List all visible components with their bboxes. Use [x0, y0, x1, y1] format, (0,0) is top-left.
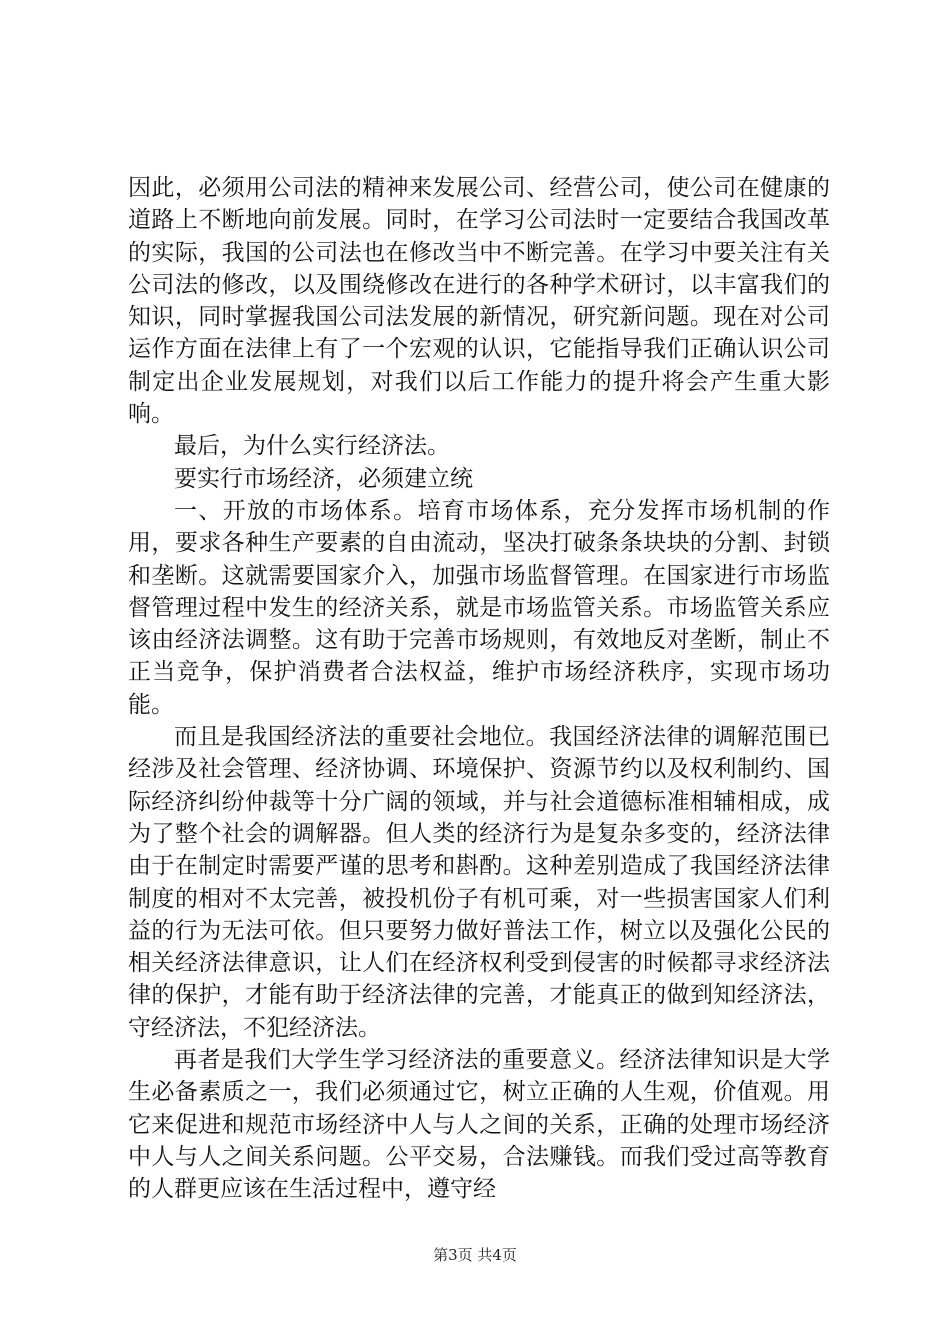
page-number-label: 第3页 共4页	[433, 1246, 517, 1264]
paragraph-company-law: 因此，必须用公司法的精神来发展公司、经营公司，使公司在健康的道路上不断地向前发展。同时，在学习公司法时一定要结合我国改革的实际，我国的公司法也在修改当中不断完善。在学习中要关注有关公司法的修改，以及围绕修改在进行的各种学术研讨，以丰富我们的知识，同时掌握我国公司法发展的新情况，研究新问题。现在对公司运作方面在法律上有了一个宏观的认识，它能指导我们正确认识公司制定出企业发展规划，对我们以后工作能力的提升将会产生重大影响。	[128, 175, 830, 428]
paragraph-open-market-system: 一、开放的市场体系。培育市场体系，充分发挥市场机制的作用，要求各种生产要素的自由流动，坚决打破条条块块的分割、封锁和垄断。这就需要国家介入，加强市场监督管理。在国家进行市场监督管理过程中发生的经济关系，就是市场监管关系。市场监管关系应该由经济法调整。这有助于完善市场规则，有效地反对垄断，制止不正当竞争，保护消费者合法权益，维护市场经济秩序，实现市场功能。	[128, 497, 830, 718]
paragraph-social-status: 而且是我国经济法的重要社会地位。我国经济法律的调解范围已经涉及社会管理、经济协调、环境保护、资源节约以及权利制约、国际经济纠纷仲裁等十分广阔的领域，并与社会道德标准相辅相成，成为了整个社会的调解器。但人类的经济行为是复杂多变的，经济法律由于在制定时需要严谨的思考和斟酌。这种差别造成了我国经济法律制度的相对不太完善，被投机份子有机可乘，对一些损害国家人们利益的行为无法可依。但只要努力做好普法工作，树立以及强化公民的相关经济法律意识，让人们在经济权利受到侵害的时候都寻求经济法律的保护，才能有助于经济法律的完善，才能真正的做到知经济法，守经济法，不犯经济法。	[128, 724, 830, 1041]
paragraph-why-economic-law: 最后，为什么实行经济法。	[174, 433, 450, 460]
paragraph-student-significance: 再者是我们大学生学习经济法的重要意义。经济法律知识是大学生必备素质之一，我们必须通过它，树立正确的人生观，价值观。用它来促进和规范市场经济中人与人之间的关系，正确的处理市场经济中人与人之间关系问题。公平交易，合法赚钱。而我们受过高等教育的人群更应该在生活过程中，遵守经	[128, 1047, 830, 1203]
document-body	[128, 172, 830, 1206]
page-footer	[0, 1244, 950, 1265]
paragraph-market-economy: 要实行市场经济，必须建立统	[174, 465, 473, 492]
